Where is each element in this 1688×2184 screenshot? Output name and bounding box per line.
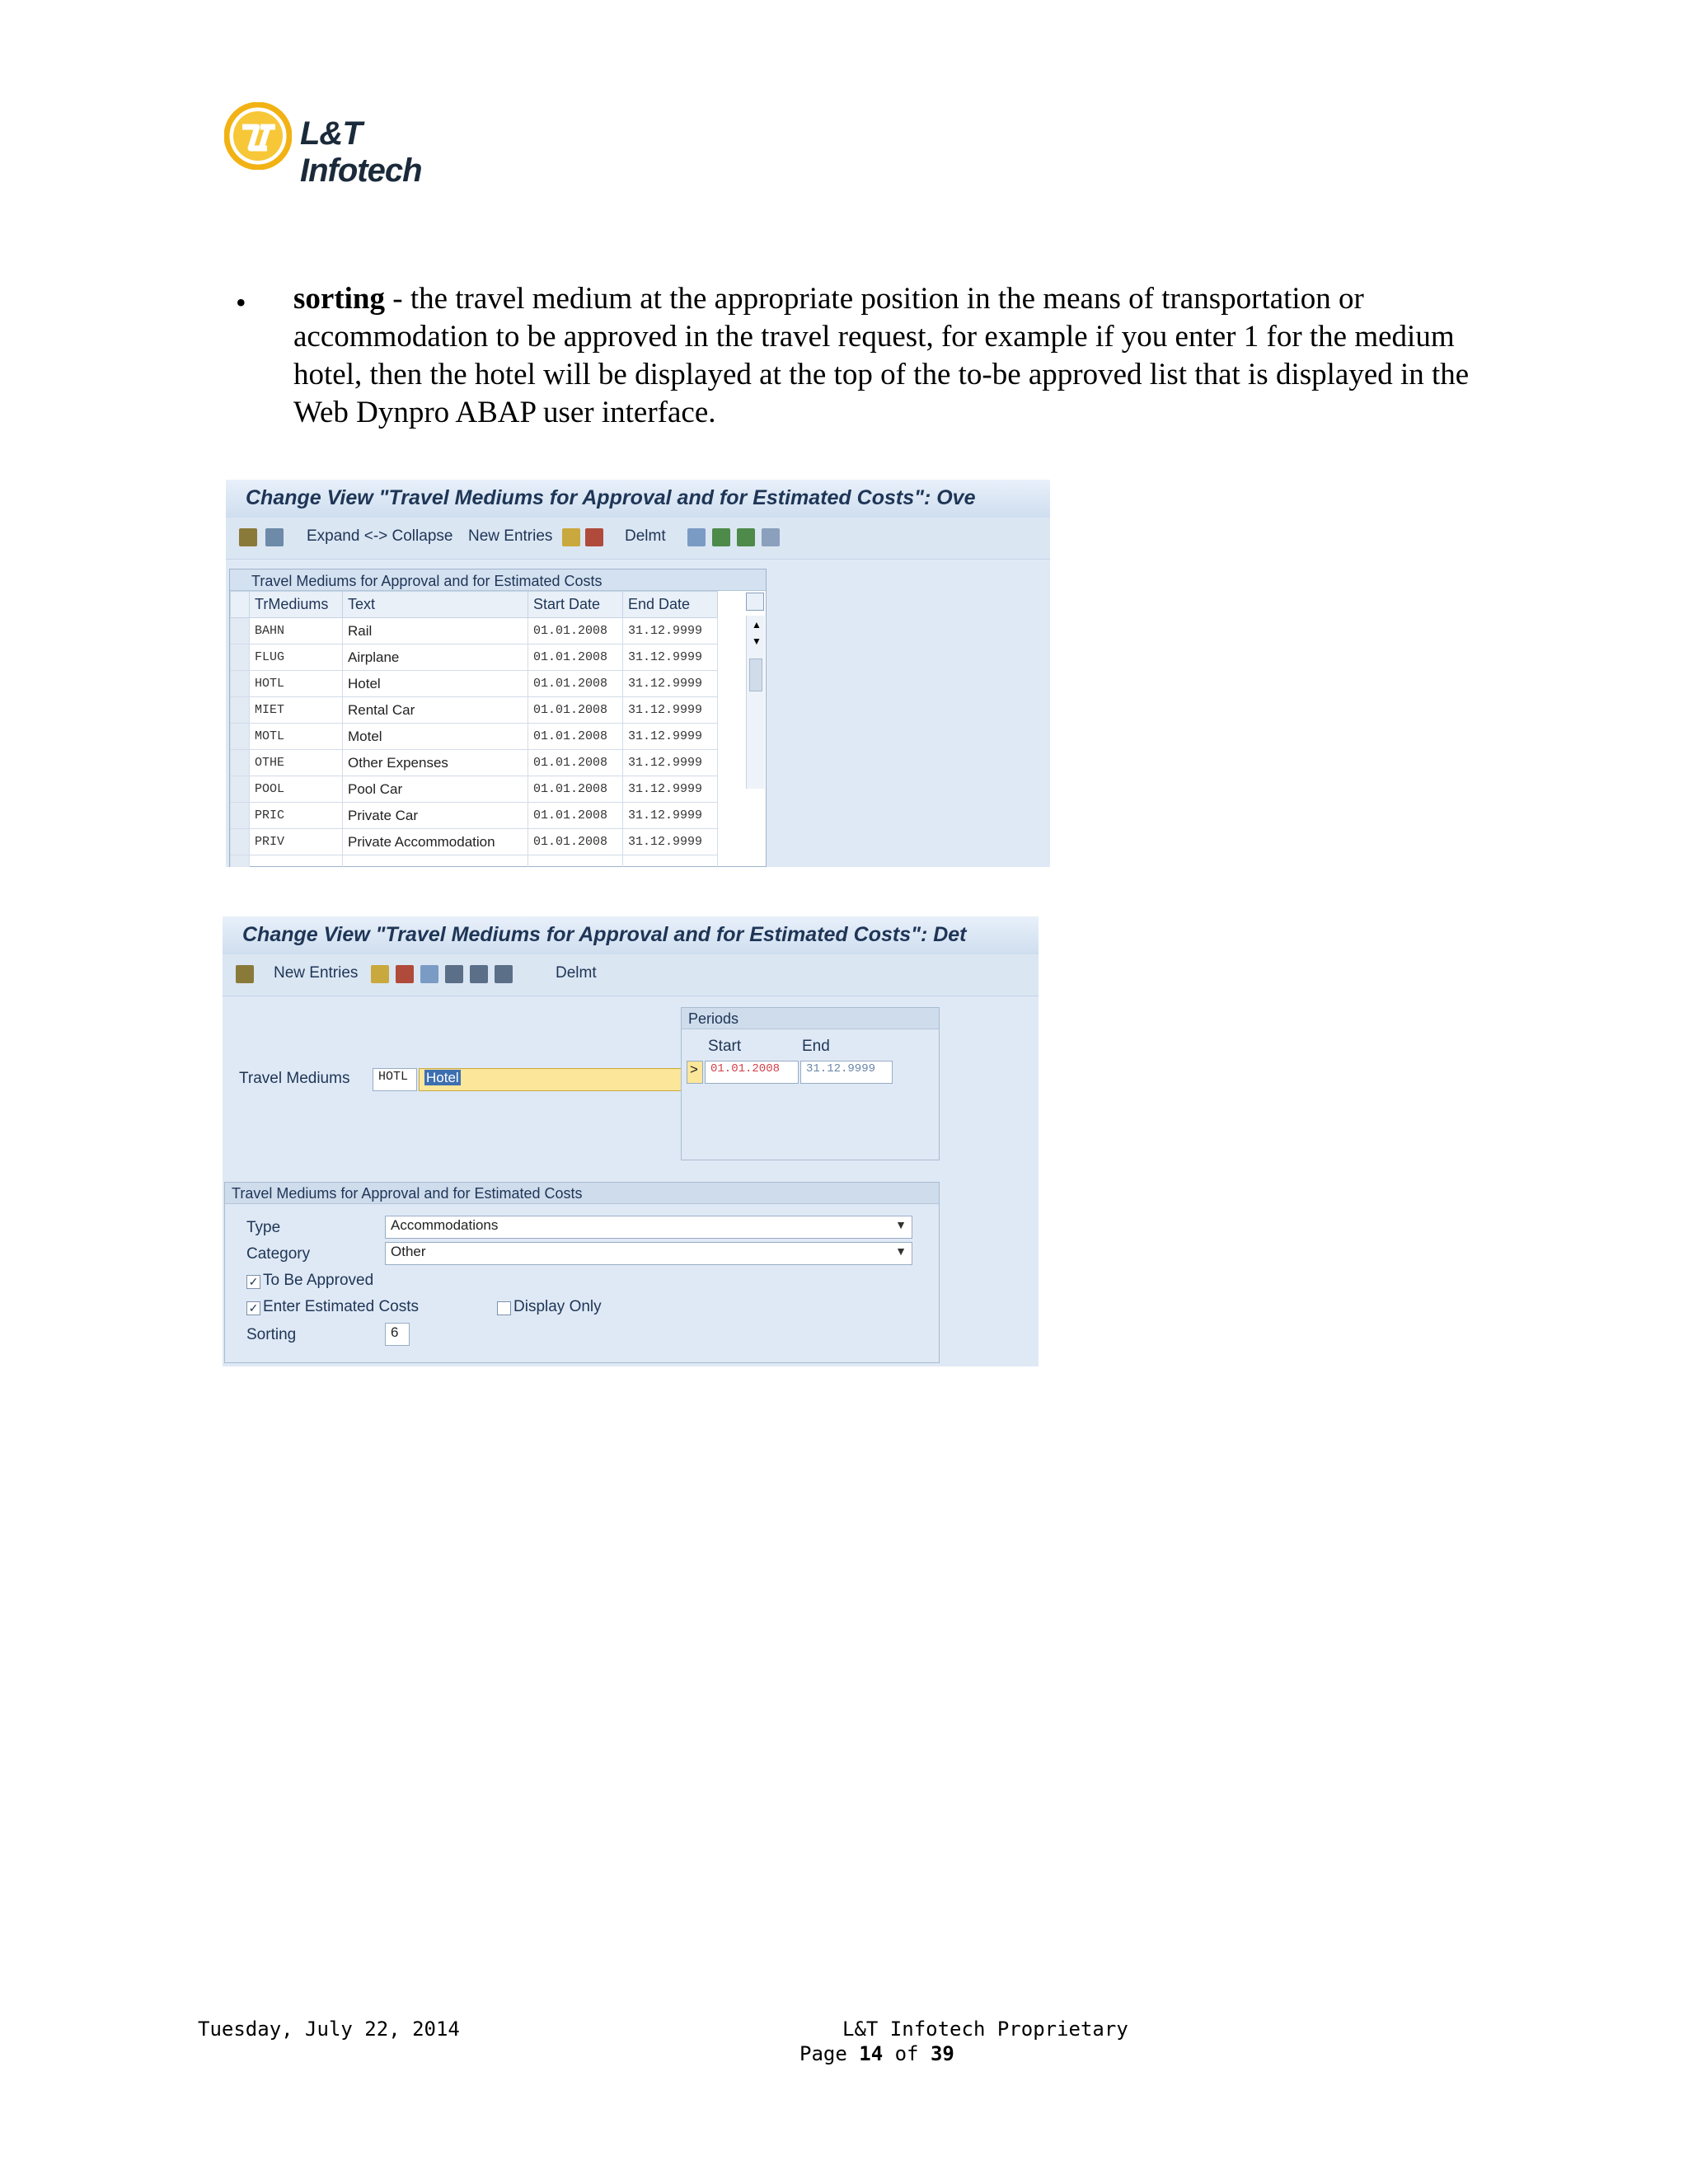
row-selector[interactable] <box>231 618 250 644</box>
cell-end-date: 31.12.9999 <box>623 724 718 750</box>
dropdown-arrow-icon[interactable]: ▼ <box>895 1244 907 1258</box>
row-selector-header[interactable] <box>231 592 250 618</box>
enter-estimated-costs-checkbox[interactable]: ✓ <box>246 1301 260 1315</box>
cell-start-date: 01.01.2008 <box>528 750 623 776</box>
page-prefix: Page <box>799 2042 860 2065</box>
logo-wordmark: L&T Infotech <box>300 115 422 189</box>
cell-medium: HOTL <box>250 671 343 697</box>
sorting-field[interactable]: 6 <box>385 1323 410 1346</box>
column-settings-icon[interactable] <box>746 593 764 611</box>
lt-logo-icon <box>224 102 292 170</box>
table-scrollbar[interactable] <box>746 616 765 789</box>
delete-icon[interactable] <box>396 965 414 983</box>
deselect-icon[interactable] <box>762 528 780 546</box>
bullet-paragraph <box>293 280 1480 432</box>
cell-medium: POOL <box>250 776 343 803</box>
cell-end-date: 31.12.9999 <box>623 829 718 855</box>
delete-icon[interactable] <box>585 528 603 546</box>
cell-start-date: 01.01.2008 <box>528 829 623 855</box>
new-entries-button[interactable]: New Entries <box>468 527 553 545</box>
table-row[interactable] <box>231 829 718 855</box>
sorting-label: Sorting <box>246 1326 297 1343</box>
type-value: Accommodations <box>391 1217 499 1233</box>
row-selector[interactable] <box>231 803 250 829</box>
table-row[interactable] <box>231 724 718 750</box>
cell-end-date: 31.12.9999 <box>623 776 718 803</box>
cell-text: Other Expenses <box>343 750 528 776</box>
row-selector[interactable] <box>231 724 250 750</box>
type-label: Type <box>246 1219 281 1236</box>
medium-code-field[interactable]: HOTL <box>373 1068 417 1091</box>
cell-medium: MOTL <box>250 724 343 750</box>
table-row[interactable] <box>231 697 718 724</box>
delimit-button[interactable]: Delmt <box>625 527 666 545</box>
cell-end-date: 31.12.9999 <box>623 697 718 724</box>
period-input-help-icon[interactable]: > <box>687 1061 703 1084</box>
cell-end-date: 31.12.9999 <box>623 750 718 776</box>
other-entry-icon[interactable] <box>495 965 513 983</box>
cell-text: Private Accommodation <box>343 829 528 855</box>
row-selector[interactable] <box>231 750 250 776</box>
edit-icon[interactable] <box>239 528 257 546</box>
row-selector[interactable] <box>231 644 250 671</box>
table-row-empty[interactable] <box>231 855 718 868</box>
cell-start-date: 01.01.2008 <box>528 644 623 671</box>
category-label: Category <box>246 1245 311 1263</box>
period-end-field[interactable]: 31.12.9999 <box>800 1061 893 1084</box>
travel-mediums-label: Travel Mediums <box>239 1070 350 1087</box>
cell-medium: PRIV <box>250 829 343 855</box>
new-entries-button[interactable]: New Entries <box>274 964 359 982</box>
table-row[interactable] <box>231 644 718 671</box>
enter-estimated-costs-label: Enter Estimated Costs <box>263 1298 420 1315</box>
detail-toolbar <box>223 954 1039 996</box>
group-caption: Travel Mediums for Approval and for Estimated Costs <box>225 1183 939 1204</box>
category-dropdown[interactable] <box>385 1242 912 1265</box>
periods-group <box>681 1007 940 1160</box>
delimit-button[interactable]: Delmt <box>556 964 597 982</box>
medium-text-value: Hotel <box>426 1070 459 1085</box>
display-only-label: Display Only <box>513 1298 602 1315</box>
row-selector[interactable] <box>231 829 250 855</box>
cell-empty <box>250 855 343 868</box>
table-header-row <box>231 592 718 618</box>
paragraph-text: - the travel medium at the appropriate position in the means of transportation or accommodation to be approved in the travel request, for example if you enter 1 for the medium hotel, then the hotel will be displayed at the top of the to-be approved list that is displayed in the Web Dynpro ABAP user interface. <box>293 282 1470 429</box>
medium-text-field[interactable] <box>419 1068 687 1091</box>
term-sorting: sorting <box>293 282 385 316</box>
cell-start-date: 01.01.2008 <box>528 618 623 644</box>
page-of: of <box>883 2042 931 2065</box>
cell-text: Motel <box>343 724 528 750</box>
cell-text: Private Car <box>343 803 528 829</box>
next-entry-icon[interactable] <box>470 965 488 983</box>
cell-empty <box>343 855 528 868</box>
cell-medium: BAHN <box>250 618 343 644</box>
table-caption: Travel Mediums for Approval and for Estimated Costs <box>230 569 766 591</box>
periods-caption: Periods <box>682 1008 939 1029</box>
approval-costs-group <box>224 1182 940 1363</box>
footer-date: Tuesday, July 22, 2014 <box>198 2018 460 2041</box>
detail-titlebar <box>223 916 1039 955</box>
overview-titlebar <box>226 480 1050 518</box>
copy-icon[interactable] <box>562 528 580 546</box>
overview-toolbar <box>226 518 1050 560</box>
cell-empty <box>528 855 623 868</box>
cell-start-date: 01.01.2008 <box>528 671 623 697</box>
detail-title: Change View "Travel Mediums for Approval and for Estimated Costs": Det <box>242 923 967 946</box>
to-be-approved-checkbox[interactable]: ✓ <box>246 1275 260 1289</box>
type-dropdown[interactable] <box>385 1216 912 1239</box>
period-start-field[interactable]: 01.01.2008 <box>705 1061 799 1084</box>
to-be-approved-label: To Be Approved <box>263 1272 374 1289</box>
cell-start-date: 01.01.2008 <box>528 776 623 803</box>
column-header-start-date[interactable]: Start Date <box>528 592 623 618</box>
cell-text: Pool Car <box>343 776 528 803</box>
edit-icon[interactable] <box>236 965 254 983</box>
period-end-label: End <box>802 1038 830 1055</box>
cell-end-date: 31.12.9999 <box>623 618 718 644</box>
expand-collapse-button[interactable]: Expand <-> Collapse <box>307 527 453 545</box>
cell-medium: FLUG <box>250 644 343 671</box>
row-selector[interactable] <box>231 697 250 724</box>
row-selector[interactable] <box>231 855 250 868</box>
cell-end-date: 31.12.9999 <box>623 671 718 697</box>
overview-screen <box>226 480 1050 867</box>
page-current: 14 <box>859 2042 884 2065</box>
table-row[interactable] <box>231 618 718 644</box>
row-selector[interactable] <box>231 671 250 697</box>
mediums-table <box>230 591 718 867</box>
undo-icon[interactable] <box>420 965 438 983</box>
detail-screen <box>223 916 1039 1366</box>
scroll-up-icon[interactable]: ▲ <box>752 619 762 630</box>
dropdown-arrow-icon[interactable]: ▼ <box>895 1218 907 1231</box>
cell-start-date: 01.01.2008 <box>528 724 623 750</box>
undo-icon[interactable] <box>687 528 706 546</box>
cell-medium: OTHE <box>250 750 343 776</box>
company-logo <box>224 97 488 189</box>
footer-page-number <box>799 2042 954 2065</box>
cell-end-date: 31.12.9999 <box>623 644 718 671</box>
row-selector[interactable] <box>231 776 250 803</box>
column-header-text[interactable]: Text <box>343 592 528 618</box>
display-only-checkbox[interactable] <box>497 1301 511 1315</box>
cell-text: Hotel <box>343 671 528 697</box>
select-all-icon[interactable] <box>712 528 730 546</box>
table-row[interactable] <box>231 776 718 803</box>
cell-medium: PRIC <box>250 803 343 829</box>
previous-entry-icon[interactable] <box>445 965 463 983</box>
cell-medium: MIET <box>250 697 343 724</box>
footer-proprietary: L&T Infotech Proprietary <box>842 2018 1128 2041</box>
cell-text: Rental Car <box>343 697 528 724</box>
scroll-down-icon[interactable]: ▼ <box>752 635 762 647</box>
cell-end-date: 31.12.9999 <box>623 803 718 829</box>
cell-empty <box>623 855 718 868</box>
cell-text: Rail <box>343 618 528 644</box>
category-value: Other <box>391 1244 426 1259</box>
column-header-trmediums[interactable]: TrMediums <box>250 592 343 618</box>
scroll-thumb[interactable] <box>749 658 762 691</box>
select-block-icon[interactable] <box>737 528 755 546</box>
page-total: 39 <box>930 2042 954 2065</box>
table-row[interactable] <box>231 750 718 776</box>
cell-start-date: 01.01.2008 <box>528 697 623 724</box>
table-row[interactable] <box>231 671 718 697</box>
mediums-table-panel <box>229 569 767 867</box>
cell-text: Airplane <box>343 644 528 671</box>
bullet-marker: • <box>236 286 246 319</box>
cell-start-date: 01.01.2008 <box>528 803 623 829</box>
overview-title: Change View "Travel Mediums for Approval and for Estimated Costs": Ove <box>246 486 976 509</box>
find-icon[interactable] <box>265 528 284 546</box>
period-start-label: Start <box>708 1038 742 1055</box>
table-row[interactable] <box>231 803 718 829</box>
copy-icon[interactable] <box>371 965 389 983</box>
column-header-end-date[interactable]: End Date <box>623 592 718 618</box>
